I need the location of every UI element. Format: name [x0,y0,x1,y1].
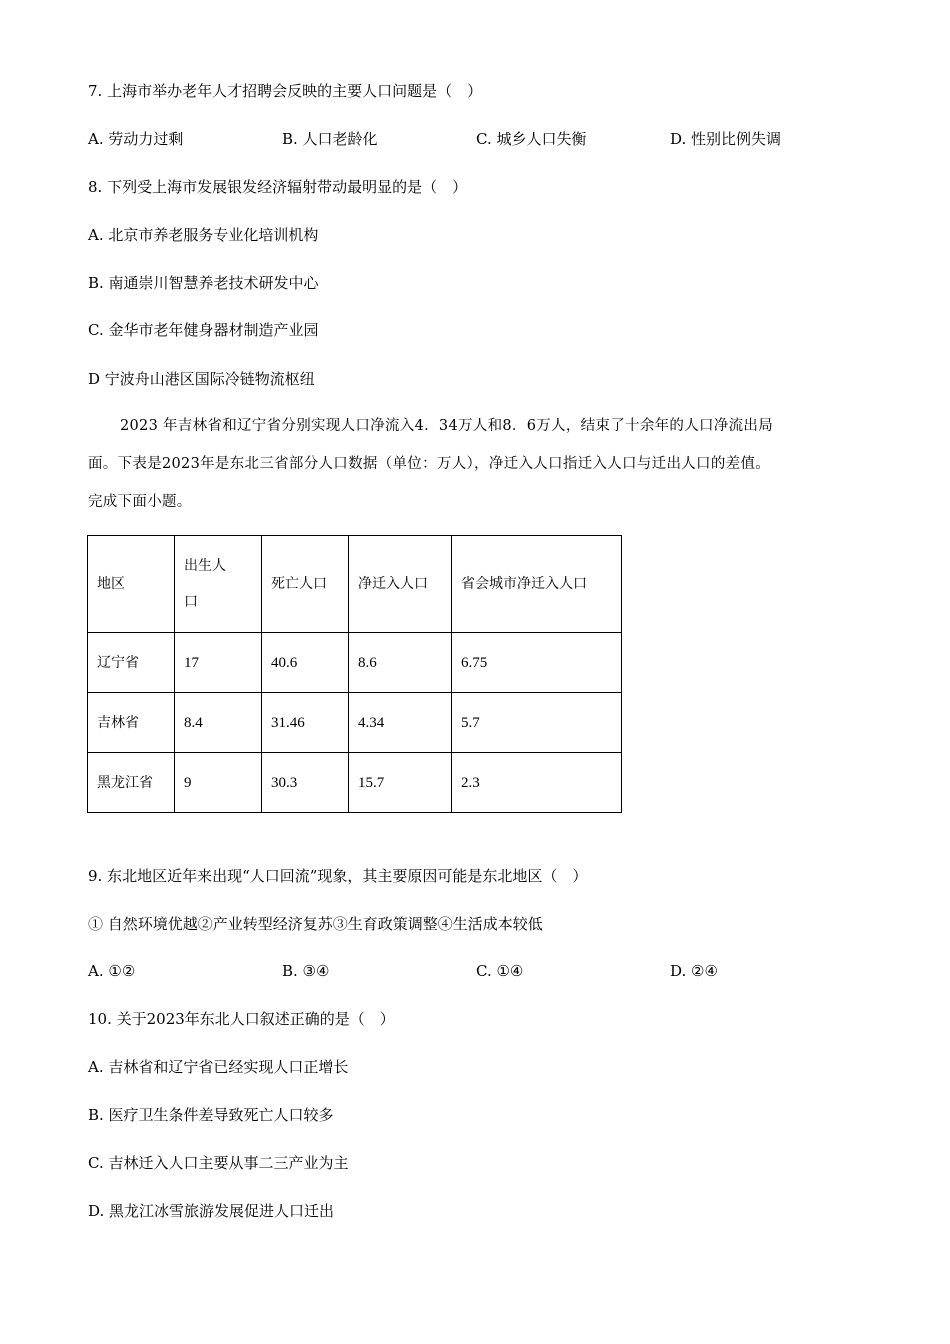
table-header-death: 死亡人口 [262,536,349,633]
table-cell-birth: 9 [175,753,262,813]
q9-option-c: C. ①④ [476,962,524,980]
table-cell-region: 黑龙江省 [88,753,175,813]
q10-option-b: B. 医疗卫生条件差导致死亡人口较多 [88,1106,334,1124]
table-cell-capital-net-migration: 2.3 [452,753,622,813]
passage-line-1: 2023 年吉林省和辽宁省分别实现人口净流入4．34万人和8．6万人，结束了十余年的人口净流出局 [120,418,774,434]
table-cell-death: 40.6 [262,633,349,693]
table-cell-capital-net-migration: 5.7 [452,693,622,753]
population-table [87,535,622,813]
table-cell-region: 辽宁省 [88,633,175,693]
table-cell-birth: 8.4 [175,693,262,753]
table-row [88,693,622,753]
table-cell-death: 30.3 [262,753,349,813]
q8-option-d: D 宁波舟山港区国际冷链物流枢纽 [88,370,315,388]
q9-stem: 9. 东北地区近年来出现“人口回流”现象，其主要原因可能是东北地区（ ） [88,867,588,885]
table-cell-net-migration: 4.34 [349,693,452,753]
table-cell-birth: 17 [175,633,262,693]
q10-option-a: A. 吉林省和辽宁省已经实现人口正增长 [88,1058,349,1076]
q9-option-b: B. ③④ [282,962,330,980]
table-header-birth-line2: 口 [184,594,198,610]
q7-option-c: C. 城乡人口失衡 [476,130,587,148]
q8-stem: 8. 下列受上海市发展银发经济辐射带动最明显的是（ ） [88,178,468,196]
table-cell-region: 吉林省 [88,693,175,753]
passage-line-2: 面。下表是2023年是东北三省部分人口数据（单位：万人），净迁入人口指迁入人口与迁出人口的差值。 [88,456,771,472]
table-header-birth-line1: 出生人 [184,558,226,574]
table-cell-net-migration: 8.6 [349,633,452,693]
table-header-birth [175,536,262,633]
table-header-net-migration: 净迁入人口 [349,536,452,633]
q9-option-d: D. ②④ [670,962,718,980]
q9-statements: ① 自然环境优越②产业转型经济复苏③生育政策调整④生活成本较低 [88,915,543,933]
q7-option-b: B. 人口老龄化 [282,130,378,148]
q9-option-a: A. ①② [88,962,136,980]
table-header-row [88,536,622,633]
q8-option-a: A. 北京市养老服务专业化培训机构 [88,226,319,244]
q7-stem: 7. 上海市举办老年人才招聘会反映的主要人口问题是（ ） [88,82,483,100]
q7-option-a: A. 劳动力过剩 [88,130,184,148]
q10-option-c: C. 吉林迁入人口主要从事二三产业为主 [88,1154,349,1172]
q8-option-b: B. 南通崇川智慧养老技术研发中心 [88,274,319,292]
table-header-capital-net-migration: 省会城市净迁入人口 [452,536,622,633]
table-cell-death: 31.46 [262,693,349,753]
q8-option-c: C. 金华市老年健身器材制造产业园 [88,321,319,339]
passage-line-3: 完成下面小题。 [88,494,192,510]
table-row [88,753,622,813]
table-header-region: 地区 [88,536,175,633]
table-cell-capital-net-migration: 6.75 [452,633,622,693]
q10-stem: 10. 关于2023年东北人口叙述正确的是（ ） [88,1010,395,1028]
table-cell-net-migration: 15.7 [349,753,452,813]
table-row [88,633,622,693]
q7-option-d: D. 性别比例失调 [670,130,782,148]
q10-option-d: D. 黑龙江冰雪旅游发展促进人口迁出 [88,1202,335,1220]
